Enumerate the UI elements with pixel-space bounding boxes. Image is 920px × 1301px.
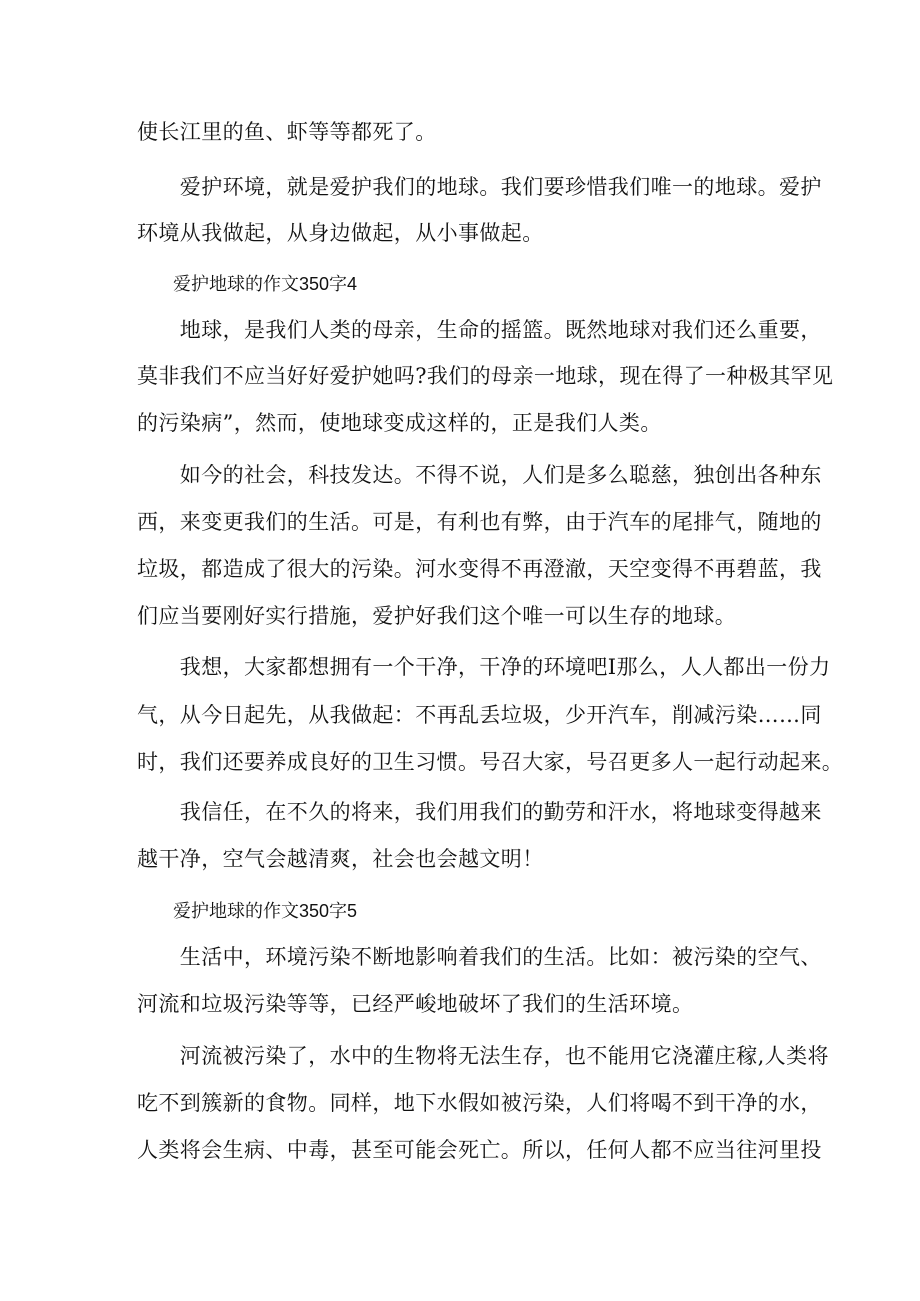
text-line: 吃不到簇新的食物。同样，地下水假如被污染，人们将喝不到干净的水， — [137, 1091, 822, 1115]
text-line: 地球，是我们人类的母亲，生命的摇篮。既然地球对我们还么重要， — [137, 318, 822, 342]
text-line: 们应当要刚好实行措施，爱护好我们这个唯一可以生存的地球。 — [137, 604, 737, 628]
text-line: 爱护环境，就是爱护我们的地球。我们要珍惜我们唯一的地球。爱护 — [137, 175, 822, 199]
text-line: 生活中，环境污染不断地影响着我们的生活。比如：被污染的空气、 — [137, 945, 822, 969]
text-line: 河流被污染了，水中的生物将无法生存，也不能用它浇灌庄稼,人类将 — [137, 1044, 829, 1068]
text-line: 时，我们还要养成良好的卫生习惯。号召大家，号召更多人一起行动起来。 — [137, 750, 844, 774]
text-line: 垃圾，都造成了很大的污染。河水变得不再澄澈，天空变得不再碧蓝，我 — [137, 557, 822, 581]
text-line: 我信任，在不久的将来，我们用我们的勤劳和汗水，将地球变得越来 — [137, 800, 822, 824]
text-line: 使长江里的鱼、虾等等都死了。 — [137, 120, 437, 144]
text-line: 气，从今日起先，从我做起：不再乱丢垃圾，少开汽车，削减污染……同 — [137, 703, 822, 727]
text-line: 人类将会生病、中毒，甚至可能会死亡。所以，任何人都不应当往河里投 — [137, 1138, 822, 1162]
text-line: 莫非我们不应当好好爱护她吗?我们的母亲一地球，现在得了一种极其罕见 — [137, 364, 834, 388]
text-line: 西，来变更我们的生活。可是，有利也有弊，由于汽车的尾排气，随地的 — [137, 510, 822, 534]
section-heading: 爱护地球的作文350字4 — [137, 274, 358, 294]
text-line: 河流和垃圾污染等等，已经严峻地破坏了我们的生活环境。 — [137, 992, 694, 1016]
text-line: 我想，大家都想拥有一个干净，干净的环境吧I那么，人人都出一份力 — [137, 655, 831, 679]
text-line: 越干净，空气会越清爽，社会也会越文明！ — [137, 847, 544, 871]
text-line: 环境从我做起，从身边做起，从小事做起。 — [137, 221, 544, 245]
text-line: 的污染病”，然而，使地球变成这样的，正是我们人类。 — [137, 411, 662, 435]
text-line: 如今的社会，科技发达。不得不说，人们是多么聪慈，独创出各种东 — [137, 463, 822, 487]
section-heading: 爱护地球的作文350字5 — [137, 901, 358, 921]
